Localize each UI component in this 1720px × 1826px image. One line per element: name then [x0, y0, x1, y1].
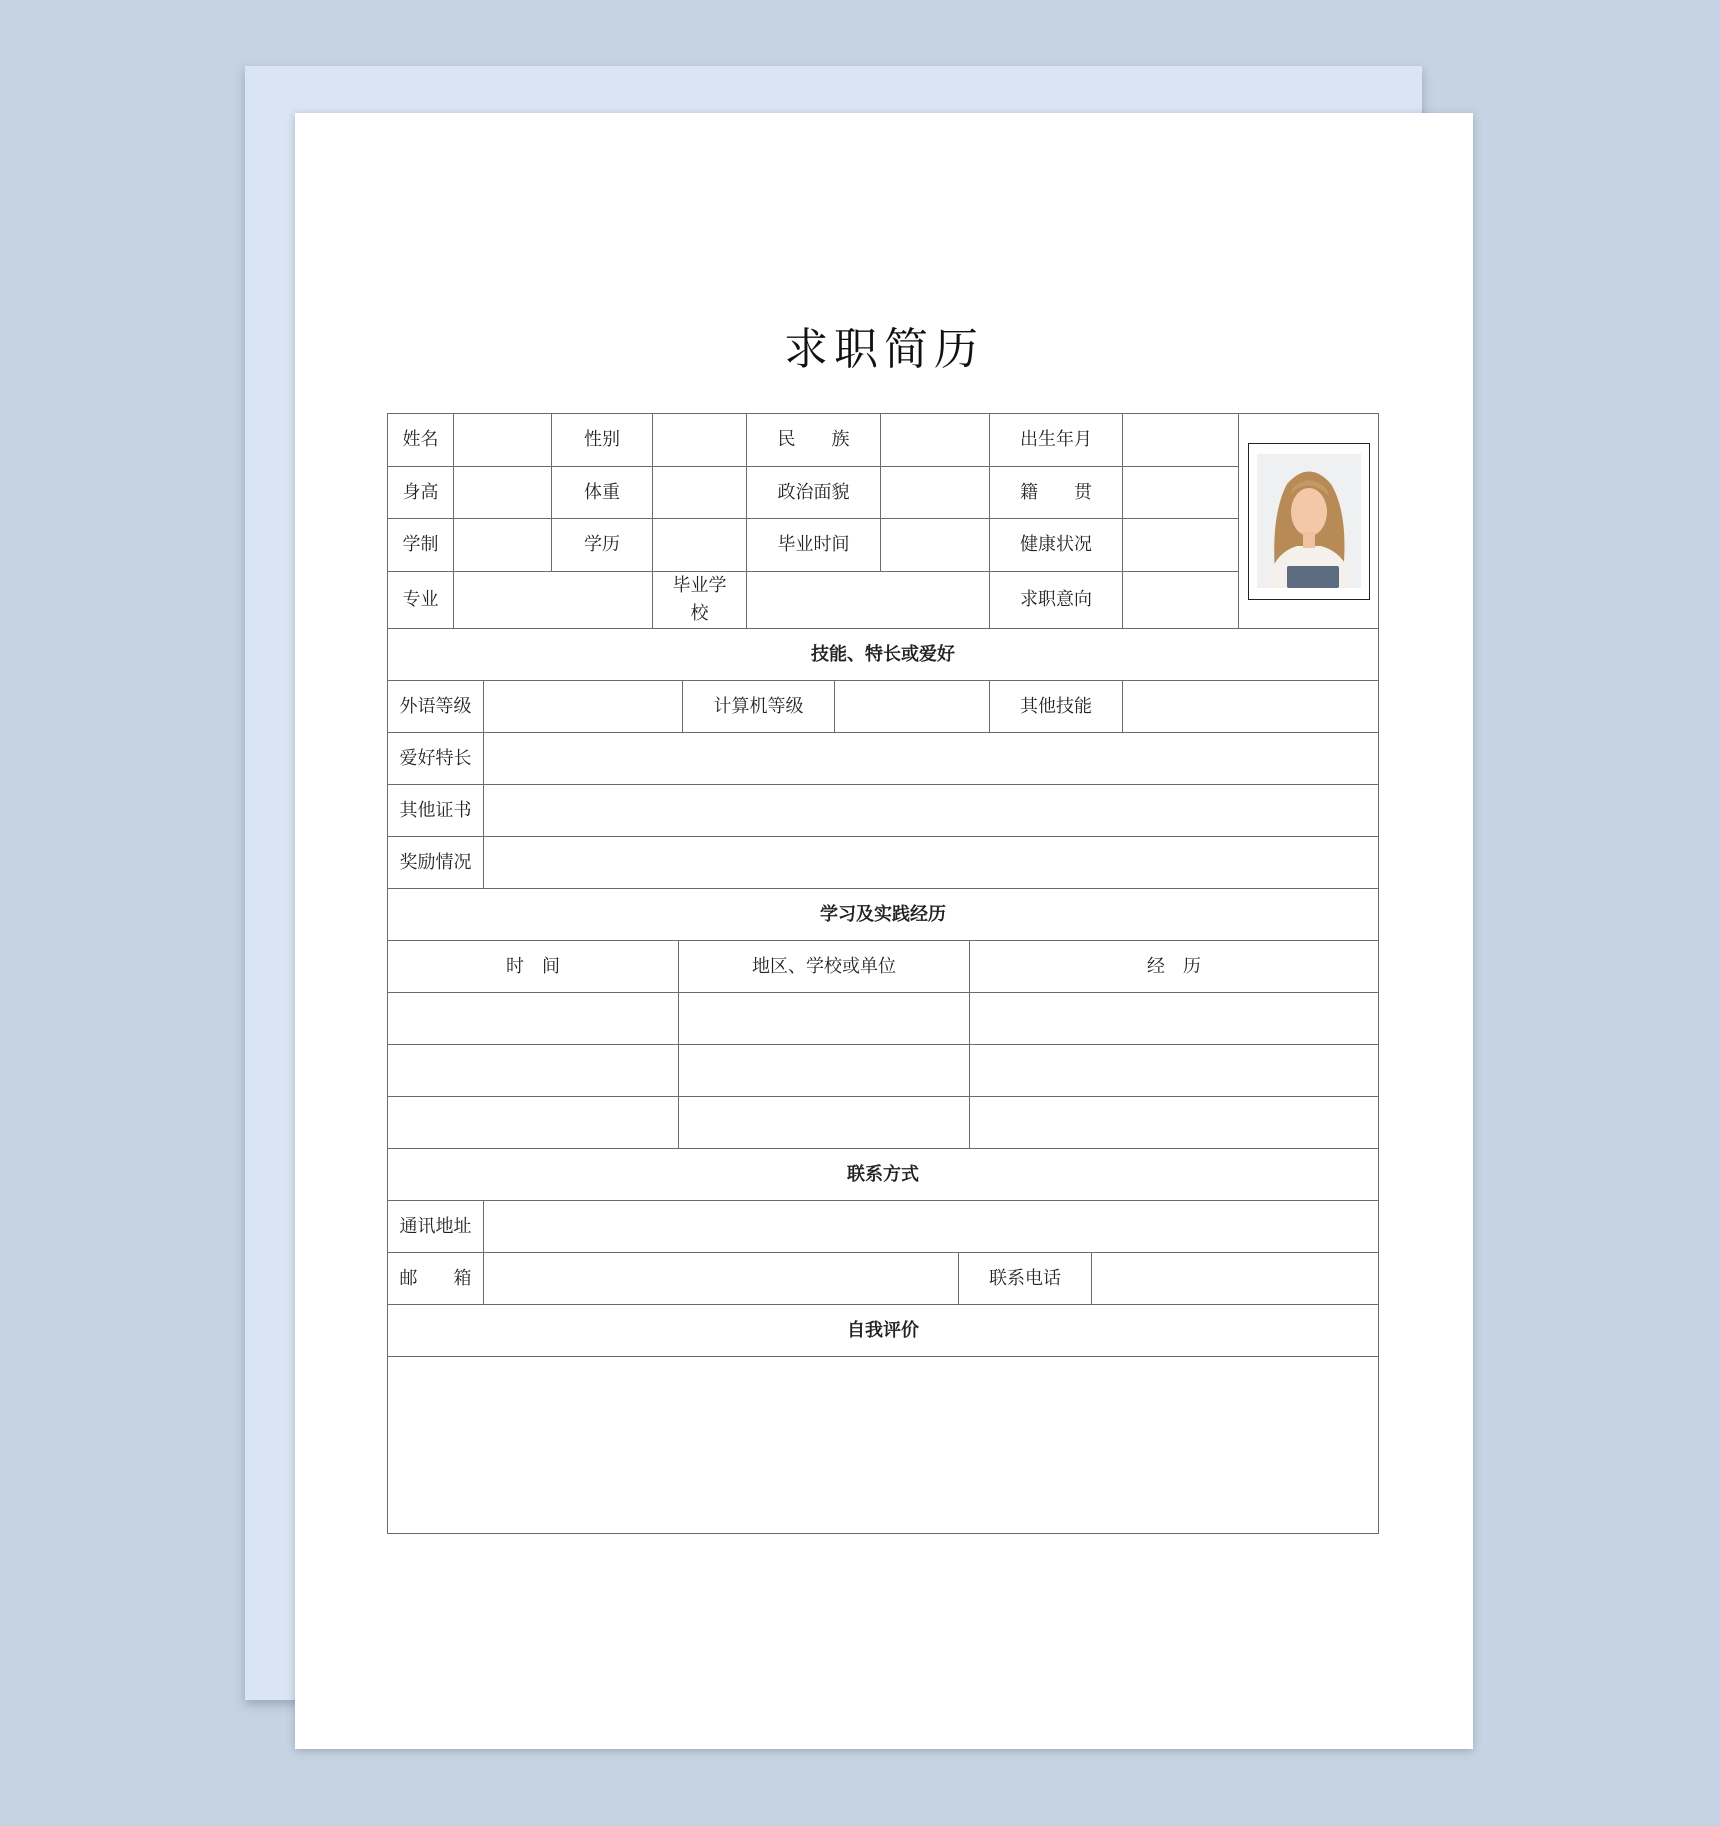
field-computer[interactable] [835, 681, 990, 733]
label-education: 学历 [552, 519, 653, 572]
field-time[interactable] [388, 993, 679, 1045]
field-self-eval[interactable] [388, 1357, 1379, 1534]
field-hobbies[interactable] [484, 733, 1379, 785]
label-school: 毕业学校 [653, 572, 747, 629]
field-native-place[interactable] [1123, 467, 1239, 519]
section-header-skills: 技能、特长或爱好 [388, 629, 1379, 681]
basic-info-table [387, 413, 1379, 629]
field-political[interactable] [881, 467, 990, 519]
contact-table [387, 1149, 1379, 1534]
label-political: 政治面貌 [747, 467, 881, 519]
label-address: 通讯地址 [388, 1201, 484, 1253]
field-experience[interactable] [970, 1097, 1379, 1149]
label-email: 邮 箱 [388, 1253, 484, 1305]
field-schooling[interactable] [454, 519, 552, 572]
resume-form [387, 413, 1378, 1534]
field-address[interactable] [484, 1201, 1379, 1253]
field-email[interactable] [484, 1253, 959, 1305]
profile-photo [1257, 454, 1361, 588]
field-name[interactable] [454, 414, 552, 467]
section-header-contact: 联系方式 [388, 1149, 1379, 1201]
label-major: 专业 [388, 572, 454, 629]
photo-cell [1239, 414, 1379, 629]
label-gender: 性别 [552, 414, 653, 467]
section-header-self-eval: 自我评价 [388, 1305, 1379, 1357]
skills-table [387, 629, 1379, 889]
experience-table [387, 889, 1379, 1149]
label-intention: 求职意向 [990, 572, 1123, 629]
label-birth: 出生年月 [990, 414, 1123, 467]
label-weight: 体重 [552, 467, 653, 519]
label-schooling: 学制 [388, 519, 454, 572]
label-name: 姓名 [388, 414, 454, 467]
field-certificates[interactable] [484, 785, 1379, 837]
resume-page [295, 113, 1473, 1749]
label-computer: 计算机等级 [683, 681, 835, 733]
table-row [388, 1097, 1379, 1149]
field-gender[interactable] [653, 414, 747, 467]
field-education[interactable] [653, 519, 747, 572]
field-place[interactable] [679, 1045, 970, 1097]
page-title: 求职简历 [784, 324, 984, 375]
label-awards: 奖励情况 [388, 837, 484, 889]
section-header-experience: 学习及实践经历 [388, 889, 1379, 941]
field-birth[interactable] [1123, 414, 1239, 467]
field-place[interactable] [679, 1097, 970, 1149]
label-other-skills: 其他技能 [990, 681, 1123, 733]
field-ethnicity[interactable] [881, 414, 990, 467]
label-height: 身高 [388, 467, 454, 519]
column-header-time: 时 间 [388, 941, 679, 993]
photo-frame [1248, 443, 1370, 600]
field-experience[interactable] [970, 993, 1379, 1045]
field-language[interactable] [484, 681, 683, 733]
label-certificates: 其他证书 [388, 785, 484, 837]
table-row [388, 993, 1379, 1045]
label-ethnicity: 民 族 [747, 414, 881, 467]
field-major[interactable] [454, 572, 653, 629]
field-phone[interactable] [1092, 1253, 1379, 1305]
field-health[interactable] [1123, 519, 1239, 572]
table-row [388, 1045, 1379, 1097]
column-header-place: 地区、学校或单位 [679, 941, 970, 993]
label-language: 外语等级 [388, 681, 484, 733]
field-place[interactable] [679, 993, 970, 1045]
label-hobbies: 爱好特长 [388, 733, 484, 785]
field-other-skills[interactable] [1123, 681, 1379, 733]
field-weight[interactable] [653, 467, 747, 519]
field-school[interactable] [747, 572, 990, 629]
field-awards[interactable] [484, 837, 1379, 889]
label-health: 健康状况 [990, 519, 1123, 572]
field-grad-time[interactable] [881, 519, 990, 572]
label-native-place: 籍 贯 [990, 467, 1123, 519]
column-header-experience: 经 历 [970, 941, 1379, 993]
label-phone: 联系电话 [959, 1253, 1092, 1305]
field-height[interactable] [454, 467, 552, 519]
field-time[interactable] [388, 1045, 679, 1097]
label-grad-time: 毕业时间 [747, 519, 881, 572]
field-experience[interactable] [970, 1045, 1379, 1097]
field-time[interactable] [388, 1097, 679, 1149]
field-intention[interactable] [1123, 572, 1239, 629]
